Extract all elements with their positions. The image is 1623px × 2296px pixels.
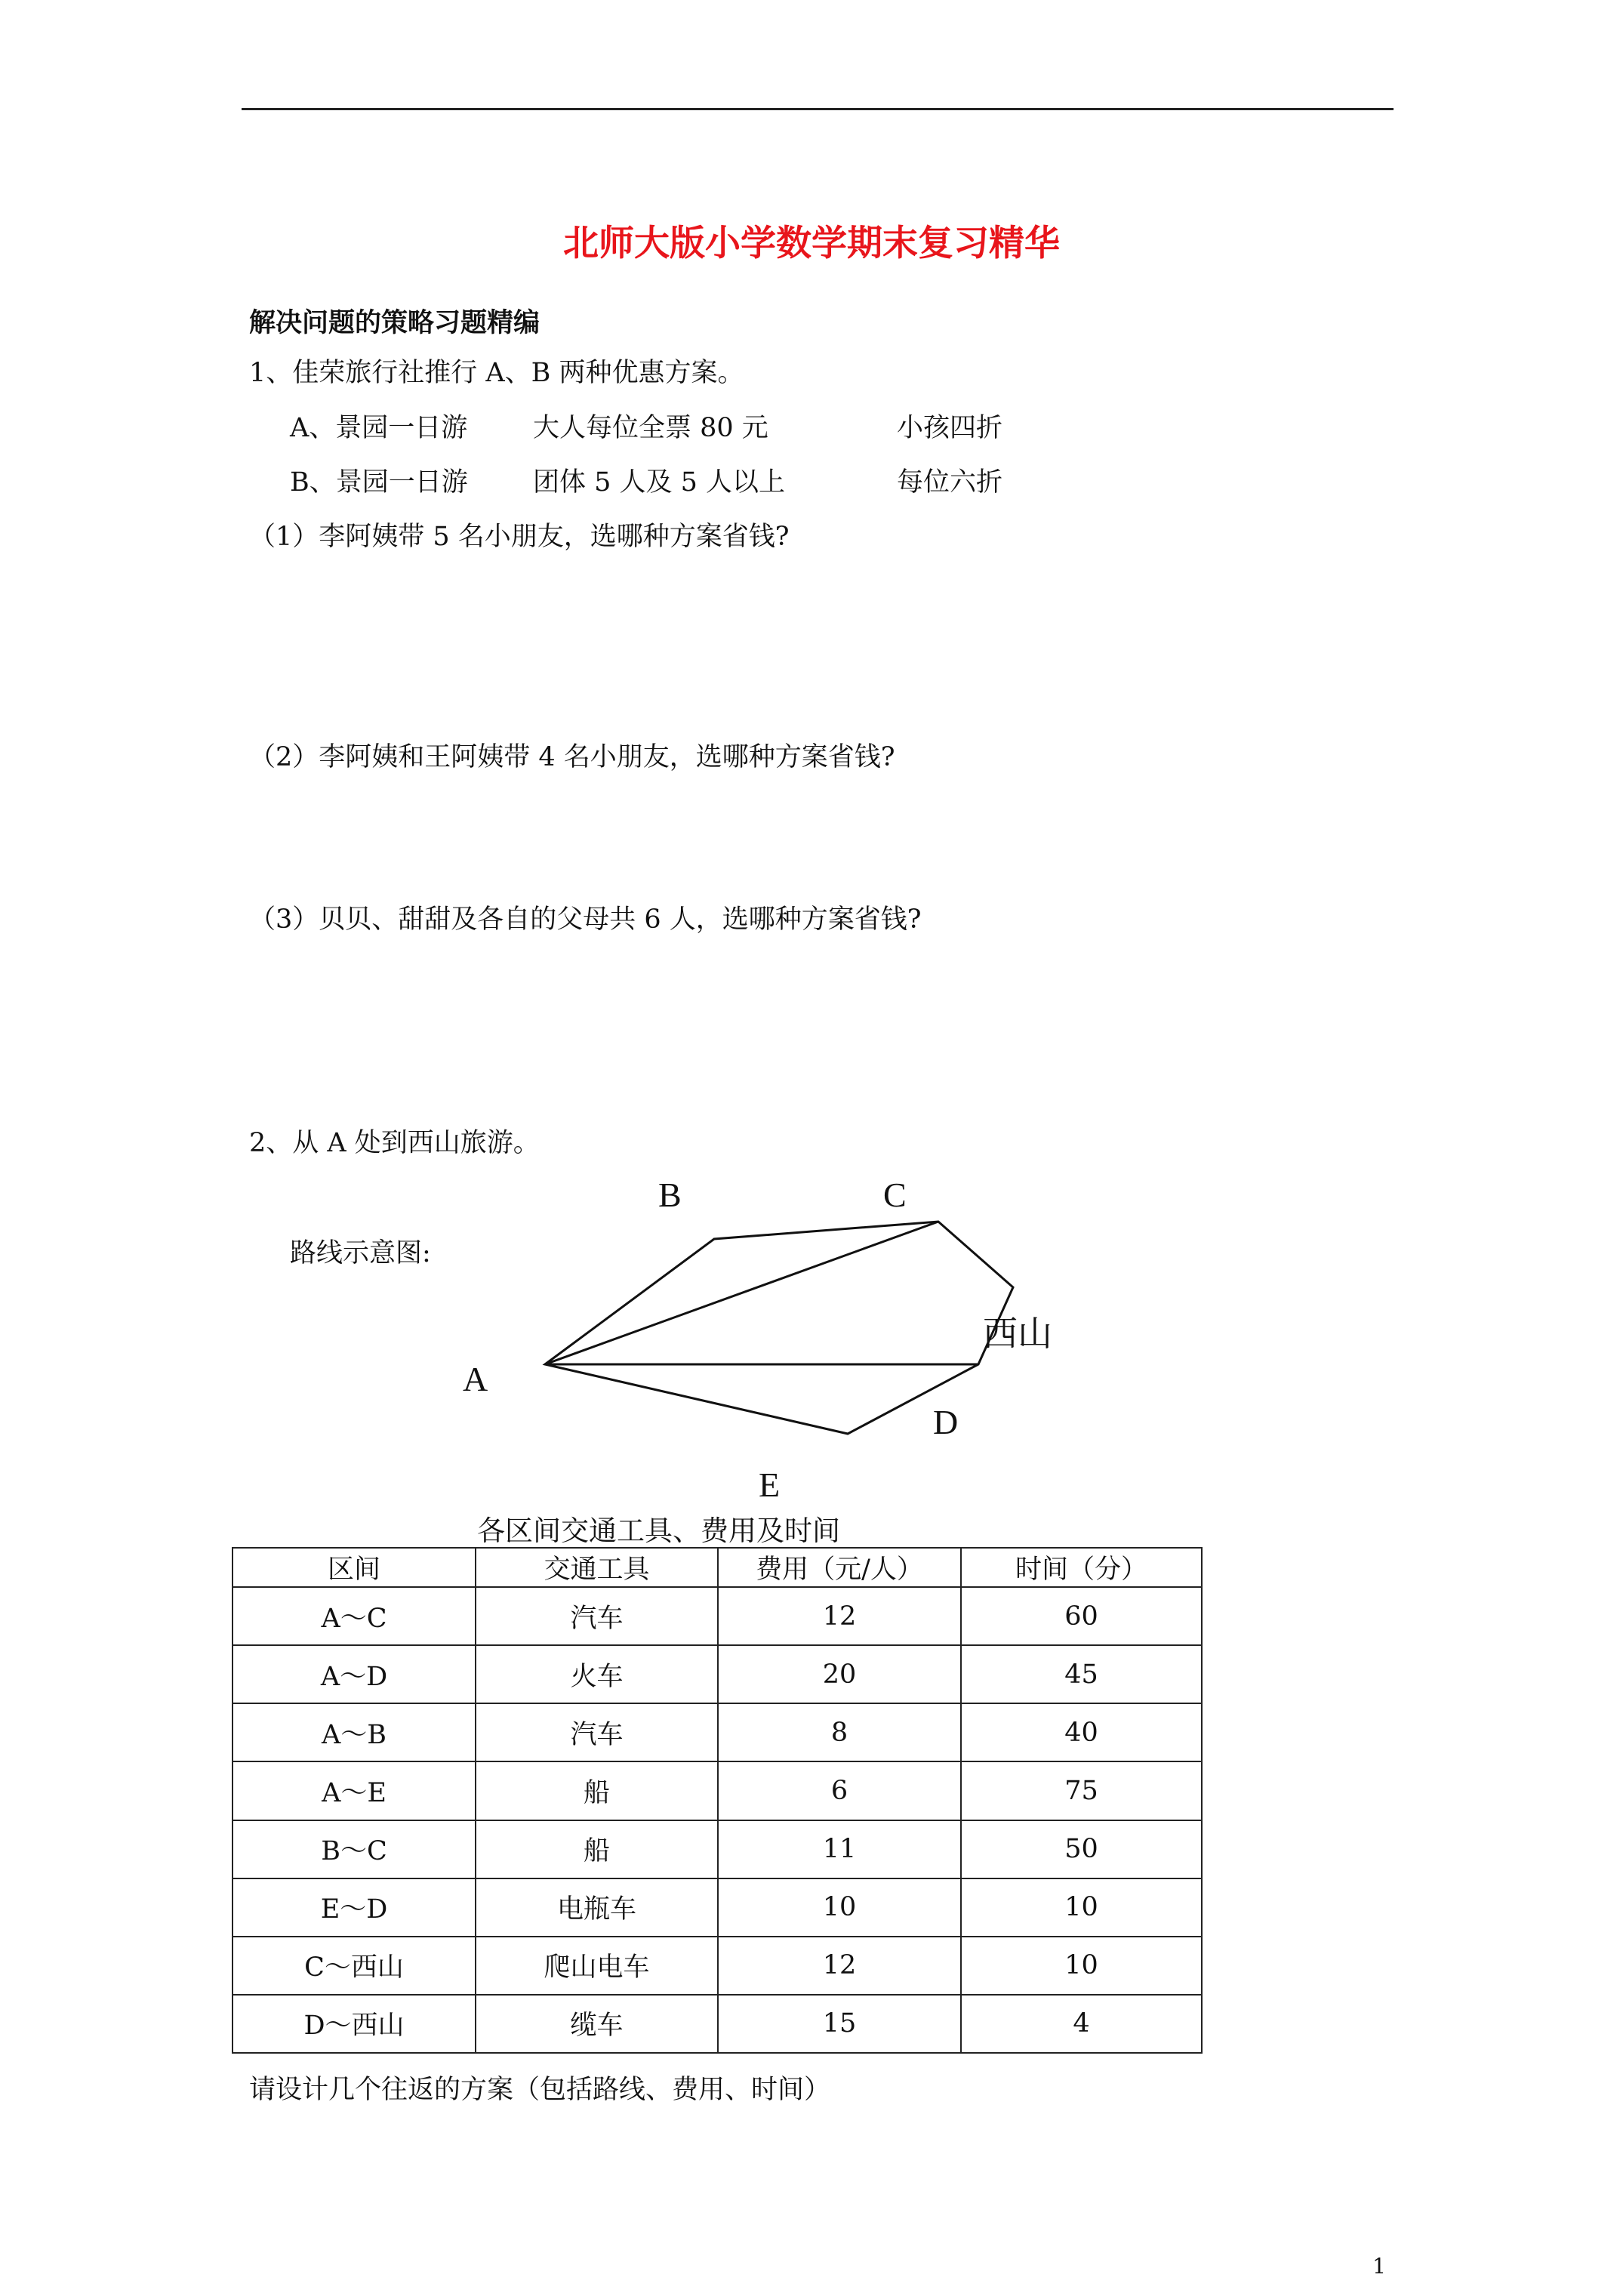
cell-cost: 11 xyxy=(718,1820,961,1878)
plan-a-discount: 小孩四折 xyxy=(897,413,1003,443)
table-row xyxy=(233,1937,1202,1995)
cell-vehicle: 汽车 xyxy=(476,1703,718,1761)
section-title: 解决问题的策略习题精编 xyxy=(249,308,540,338)
cell-segment: E～D xyxy=(233,1878,476,1937)
cell-vehicle: 船 xyxy=(476,1761,718,1820)
point-e-label: E xyxy=(759,1465,781,1504)
cell-segment: A～E xyxy=(233,1761,476,1820)
table-row xyxy=(233,1878,1202,1937)
cell-time: 10 xyxy=(961,1937,1202,1995)
cell-cost: 20 xyxy=(718,1645,961,1703)
header-time: 时间（分） xyxy=(961,1548,1202,1587)
table-title: 各区间交通工具、费用及时间 xyxy=(477,1515,840,1547)
cell-time: 10 xyxy=(961,1878,1202,1937)
cell-vehicle: 缆车 xyxy=(476,1995,718,2053)
point-d-label: D xyxy=(933,1403,959,1441)
q2-intro: 2、从 A 处到西山旅游。 xyxy=(249,1128,540,1158)
point-a-label: A xyxy=(463,1360,488,1398)
point-b-label: B xyxy=(658,1176,682,1214)
cell-segment: A～D xyxy=(233,1645,476,1703)
plan-b-discount: 每位六折 xyxy=(897,467,1003,498)
cell-segment: C～西山 xyxy=(233,1937,476,1995)
header-vehicle: 交通工具 xyxy=(476,1548,718,1587)
header-cost: 费用（元/人） xyxy=(718,1548,961,1587)
q2-question: 请设计几个往返的方案（包括路线、费用、时间） xyxy=(249,2075,831,2105)
page-title: 北师大版小学数学期末复习精华 xyxy=(563,223,1060,264)
table-row xyxy=(233,1645,1202,1703)
q1-sub-2: （2）李阿姨和王阿姨带 4 名小朋友，选哪种方案省钱? xyxy=(249,742,895,772)
cell-time: 45 xyxy=(961,1645,1202,1703)
table-row xyxy=(233,1761,1202,1820)
plan-a-condition: 大人每位全票 80 元 xyxy=(533,413,768,443)
west-mountain-label: 西山 xyxy=(983,1314,1052,1353)
cell-cost: 10 xyxy=(718,1878,961,1937)
point-c-label: C xyxy=(883,1176,907,1214)
table-row xyxy=(233,1703,1202,1761)
table-header-row xyxy=(233,1548,1202,1587)
q1-sub-1: （1）李阿姨带 5 名小朋友，选哪种方案省钱? xyxy=(249,522,790,552)
cell-segment: D～西山 xyxy=(233,1995,476,2053)
cell-cost: 12 xyxy=(718,1587,961,1645)
diagram-caption: 路线示意图: xyxy=(290,1238,431,1268)
table-row xyxy=(233,1820,1202,1878)
cell-cost: 12 xyxy=(718,1937,961,1995)
cell-vehicle: 汽车 xyxy=(476,1587,718,1645)
cell-cost: 6 xyxy=(718,1761,961,1820)
transport-table xyxy=(232,1547,1203,2054)
cell-time: 75 xyxy=(961,1761,1202,1820)
cell-vehicle: 电瓶车 xyxy=(476,1878,718,1937)
table-row xyxy=(233,1995,1202,2053)
cell-time: 50 xyxy=(961,1820,1202,1878)
cell-time: 4 xyxy=(961,1995,1202,2053)
route-a-c xyxy=(545,1222,938,1364)
cell-cost: 15 xyxy=(718,1995,961,2053)
plan-b-name: B、景园一日游 xyxy=(290,467,468,498)
cell-time: 60 xyxy=(961,1587,1202,1645)
plan-a-name: A、景园一日游 xyxy=(290,413,468,443)
q1-intro: 1、佳荣旅行社推行 A、B 两种优惠方案。 xyxy=(249,358,744,388)
cell-vehicle: 爬山电车 xyxy=(476,1937,718,1995)
plan-b-condition: 团体 5 人及 5 人以上 xyxy=(533,467,786,498)
cell-segment: B～C xyxy=(233,1820,476,1878)
cell-vehicle: 船 xyxy=(476,1820,718,1878)
q1-sub-3: （3）贝贝、甜甜及各自的父母共 6 人，选哪种方案省钱? xyxy=(249,905,922,935)
cell-time: 40 xyxy=(961,1703,1202,1761)
cell-cost: 8 xyxy=(718,1703,961,1761)
cell-segment: A～B xyxy=(233,1703,476,1761)
table-row xyxy=(233,1587,1202,1645)
cell-vehicle: 火车 xyxy=(476,1645,718,1703)
cell-segment: A～C xyxy=(233,1587,476,1645)
header-segment: 区间 xyxy=(233,1548,476,1587)
page-number: 1 xyxy=(1372,2254,1386,2279)
